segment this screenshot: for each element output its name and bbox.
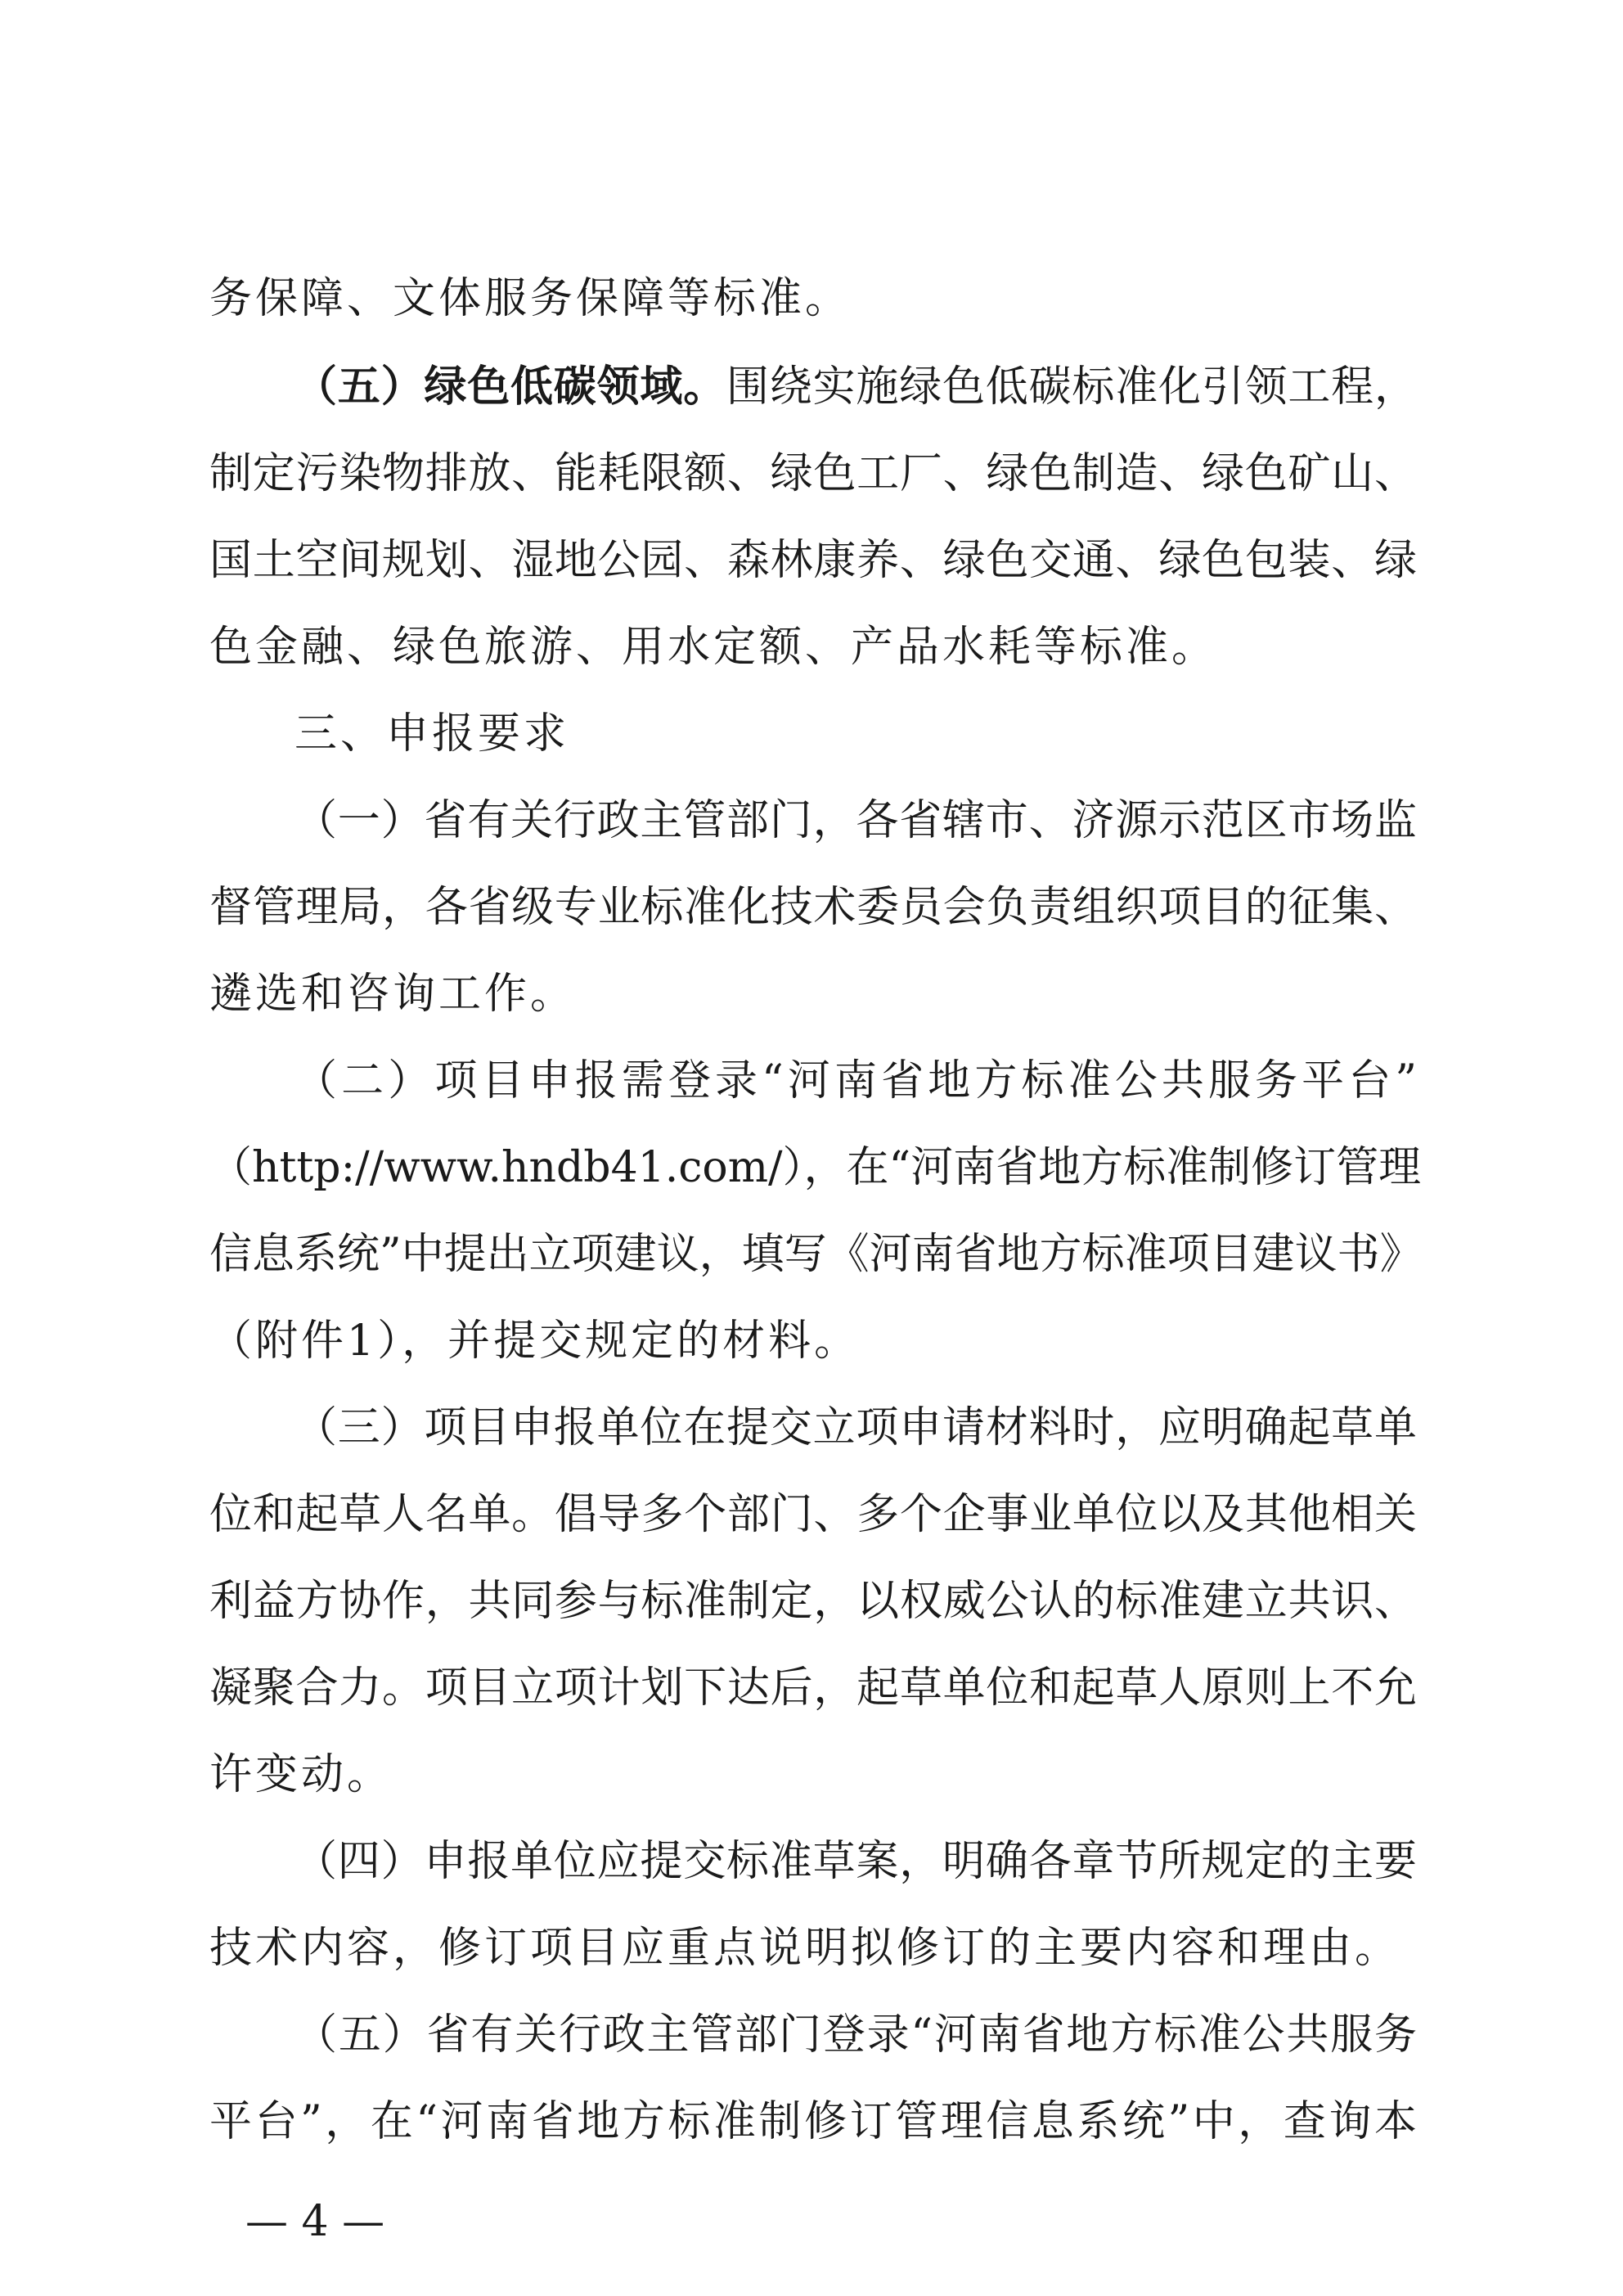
paragraph-line: 平台”，在“河南省地方标准制修订管理信息系统”中，查询本 — [209, 2097, 1417, 2146]
paragraph-line: （四）申报单位应提交标准草案，明确各章节所规定的主要 — [294, 1837, 1417, 1886]
paragraph-line: 信息系统”中提出立项建议，填写《河南省地方标准项目建议书》 — [209, 1230, 1423, 1279]
heading-rest: 围绕实施绿色低碳标准化引领工程， — [726, 362, 1417, 412]
page-number: — 4 — — [245, 2197, 385, 2246]
paragraph-line: 位和起草人名单。倡导多个部门、多个企事业单位以及其他相关 — [209, 1490, 1417, 1539]
paragraph-line: 务保障、文体服务保障等标准。 — [209, 274, 852, 323]
section-heading-requirements: 三、申报要求 — [294, 709, 570, 759]
paragraph-line: （五）省有关行政主管部门登录“河南省地方标准公共服务 — [294, 2010, 1417, 2060]
paragraph-line: 许变动。 — [209, 1750, 393, 1799]
paragraph-line: （二）项目申报需登录“河南省地方标准公共服务平台” — [294, 1056, 1417, 1105]
paragraph-line: （一）省有关行政主管部门，各省辖市、济源示范区市场监 — [294, 796, 1417, 845]
paragraph-line: 色金融、绿色旅游、用水定额、产品水耗等标准。 — [209, 623, 1218, 672]
paragraph-line-url: （http://www.hndb41.com/），在“河南省地方标准制修订管理 — [209, 1143, 1422, 1192]
paragraph-line: 遴选和咨询工作。 — [209, 970, 577, 1019]
bold-heading: （五）绿色低碳领域。 — [294, 362, 726, 412]
paragraph-line: 凝聚合力。项目立项计划下达后，起草单位和起草人原则上不允 — [209, 1663, 1417, 1713]
paragraph-line: （三）项目申报单位在提交立项申请材料时，应明确起草单 — [294, 1403, 1417, 1452]
paragraph-line: 国土空间规划、湿地公园、森林康养、绿色交通、绿色包装、绿 — [209, 536, 1417, 585]
paragraph-line: 利益方协作，共同参与标准制定，以权威公认的标准建立共识、 — [209, 1577, 1417, 1626]
paragraph-line: 督管理局，各省级专业标准化技术委员会负责组织项目的征集、 — [209, 883, 1417, 932]
paragraph-line: （附件1），并提交规定的材料。 — [209, 1317, 861, 1366]
paragraph-line: 技术内容，修订项目应重点说明拟修订的主要内容和理由。 — [209, 1924, 1401, 1973]
section-heading-green-low-carbon — [294, 358, 1417, 416]
paragraph-line: 制定污染物排放、能耗限额、绿色工厂、绿色制造、绿色矿山、 — [209, 449, 1417, 498]
